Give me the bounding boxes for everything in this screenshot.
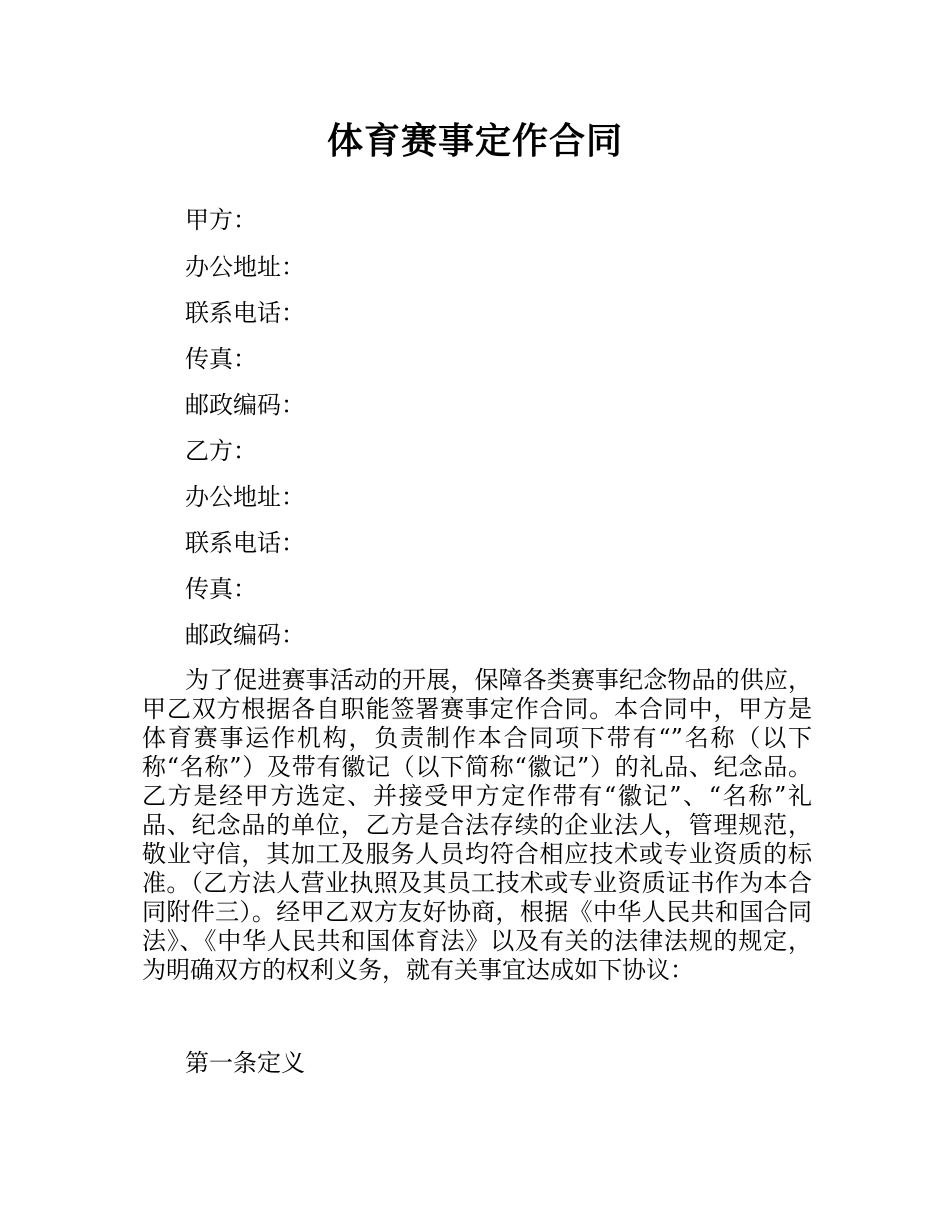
party-a-name-label: 甲方： [185, 206, 257, 234]
party-b-name-label: 乙方： [185, 437, 257, 465]
party-b-phone-label: 联系电话： [185, 529, 305, 557]
section-1-heading: 第一条定义 [185, 1049, 305, 1077]
party-a-fax-label: 传真： [185, 345, 257, 373]
party-a-phone-label: 联系电话： [185, 299, 305, 327]
party-b-postcode-label: 邮政编码： [185, 621, 305, 649]
party-b-fax-label: 传真： [185, 575, 257, 603]
party-a-address-label: 办公地址： [185, 253, 305, 281]
document-title: 体育赛事定作合同 [326, 121, 623, 162]
preamble-paragraph: 为了促进赛事活动的开展，保障各类赛事纪念物品的供应，甲乙双方根据各自职能签署赛事定作合同。本合同中，甲方是体育赛事运作机构，负责制作本合同项下带有“”名称（以下称“名称”）及带有徽记（以下简称“徽记”）的礼品、纪念品。乙方是经甲方选定、并接受甲方定作带有“徽记”、“名称”礼品、纪念品的单位，乙方是合法存续的企业法人，管理规范，敬业守信，其加工及服务人员均符合相应技术或专业资质的标准。（乙方法人营业执照及其员工技术或专业资质证书作为本合同附件三）。经甲乙双方友好协商，根据《中华人民共和国合同法》、《中华人民共和国体育法》以及有关的法律法规的规定，为明确双方的权利义务，就有关事宜达成如下协议： [142, 666, 812, 984]
party-a-postcode-label: 邮政编码： [185, 391, 305, 419]
party-b-address-label: 办公地址： [185, 483, 305, 511]
